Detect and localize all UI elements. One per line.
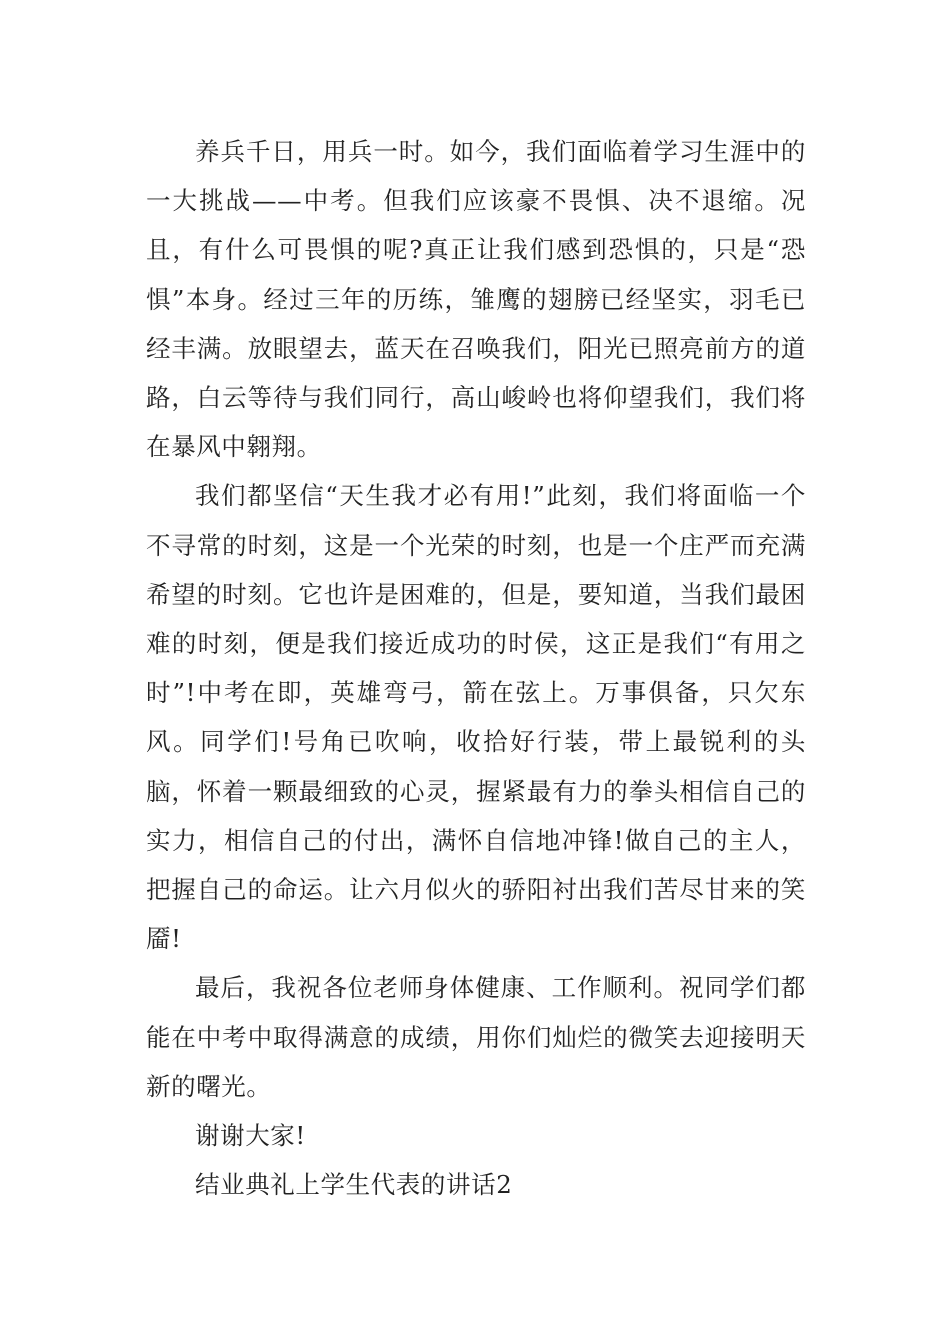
next-section-heading: 结业典礼上学生代表的讲话2 [195,1170,513,1200]
paragraph-confidence: 我们都坚信“天生我才必有用!”此刻，我们将面临一个不寻常的时刻，这是一个光荣的时刻，也是一个庄严而充满希望的时刻。它也许是困难的，但是，要知道，当我们最困难的时刻，便是我们接近成功的时侯，这正是我们“有用之时”!中考在即，英雄弯弓，箭在弦上。万事俱备，只欠东风。同学们!号角已吹响，收拾好行装，带上最锐利的头脑，怀着一颗最细致的心灵，握紧最有力的拳头相信自己的实力，相信自己的付出，满怀自信地冲锋!做自己的主人，把握自己的命运。让六月似火的骄阳衬出我们苦尽甘来的笑靥! [146,481,806,954]
paragraph-preparation: 养兵千日，用兵一时。如今，我们面临着学习生涯中的一大挑战——中考。但我们应该豪不畏惧、决不退缩。况且，有什么可畏惧的呢?真正让我们感到恐惧的，只是“恐惧”本身。经过三年的历练，雏鹰的翅膀已经坚实，羽毛已经丰满。放眼望去，蓝天在召唤我们，阳光已照亮前方的道路，白云等待与我们同行，高山峻岭也将仰望我们，我们将在暴风中翱翔。 [146,137,806,462]
paragraph-thanks: 谢谢大家! [195,1121,306,1151]
document-body [146,127,806,1209]
paragraph-closing-wishes: 最后，我祝各位老师身体健康、工作顺利。祝同学们都能在中考中取得满意的成绩，用你们灿烂的微笑去迎接明天新的曙光。 [146,973,806,1101]
